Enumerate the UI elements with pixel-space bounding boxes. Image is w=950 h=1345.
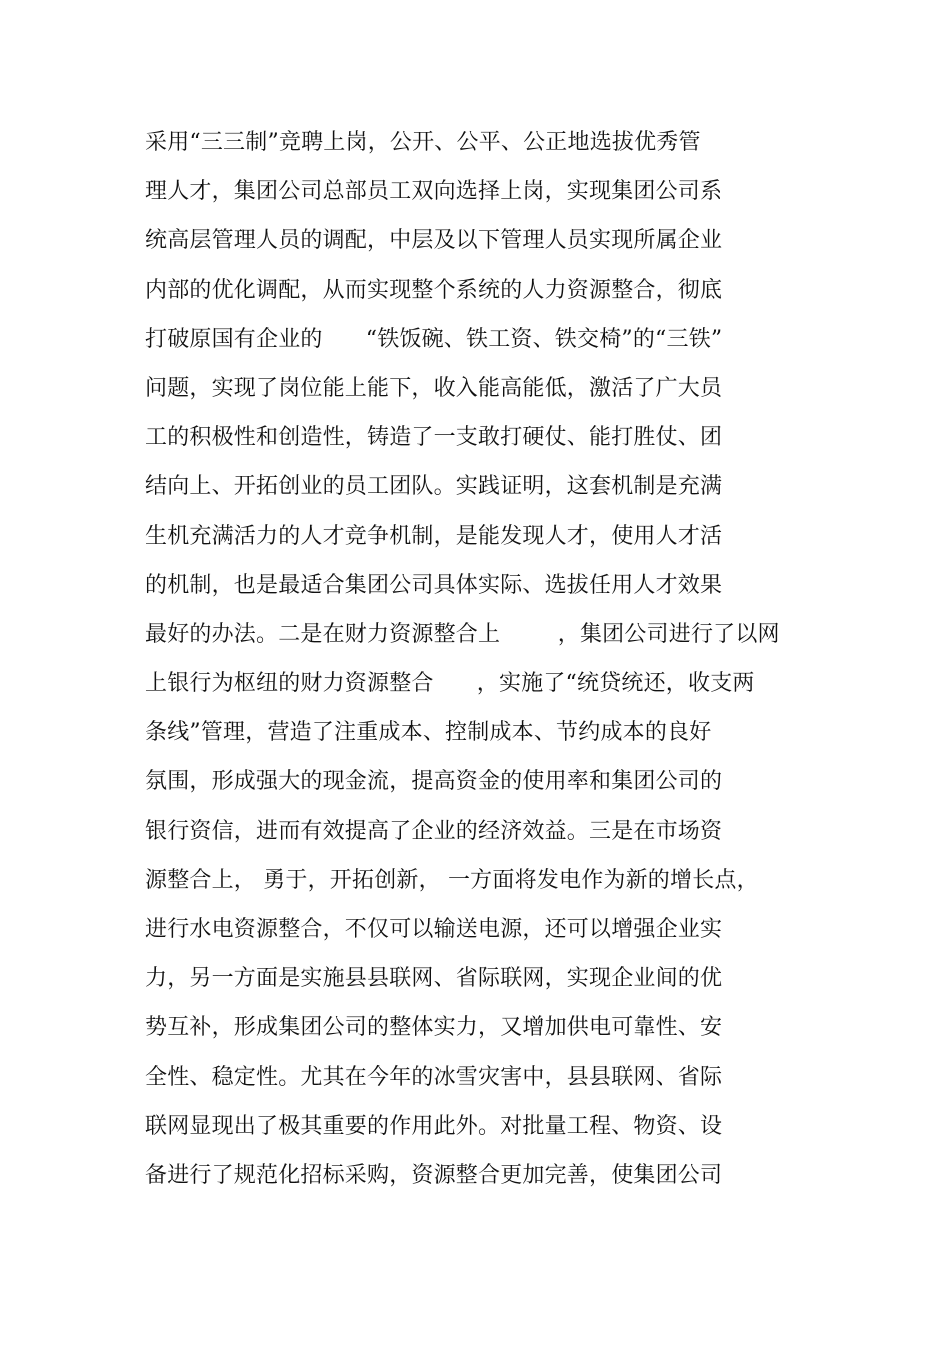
text-line: 生机充满活力的人才竞争机制，是能发现人才，使用人才活	[145, 523, 723, 549]
text-line: 工的积极性和创造性，铸造了一支敢打硬仗、能打胜仗、团	[145, 425, 723, 451]
body-text	[145, 123, 805, 1205]
text-line: 条线”管理，营造了注重成本、控制成本、节约成本的良好	[145, 720, 712, 746]
text-line: 力，另一方面是实施县县联网、省际联网，实现企业间的优	[145, 966, 723, 992]
text-line: 进行水电资源整合，不仅可以输送电源，还可以增强企业实	[145, 917, 723, 942]
text-line: 银行资信，进而有效提高了企业的经济效益。三是在市场资	[145, 818, 723, 844]
text-line: 的机制，也是最适合集团公司具体实际、选拔任用人才效果	[145, 572, 723, 598]
text-line: 上银行为枢纽的财力资源整合 ，实施了“统贷统还，收支两	[145, 671, 755, 697]
text-line: 统高层管理人员的调配，中层及以下管理人员实现所属企业	[145, 228, 723, 254]
text-line: 打破原国有企业的 “铁饭碗、铁工资、铁交椅”的“三铁”	[145, 326, 723, 352]
text-line: 最好的办法。二是在财力资源整合上 ，集团公司进行了以网	[145, 621, 780, 647]
text-line: 氛围，形成强大的现金流，提高资金的使用率和集团公司的	[145, 769, 723, 795]
text-line: 内部的优化调配，从而实现整个系统的人力资源整合，彻底	[145, 277, 723, 303]
text-line: 结向上、开拓创业的员工团队。实践证明，这套机制是充满	[145, 474, 723, 500]
text-line: 备进行了规范化招标采购，资源整合更加完善，使集团公司	[145, 1162, 723, 1188]
text-line: 联网显现出了极其重要的作用此外。对批量工程、物资、设	[145, 1113, 723, 1139]
text-line: 全性、稳定性。尤其在今年的冰雪灾害中，县县联网、省际	[145, 1064, 723, 1090]
text-line: 势互补，形成集团公司的整体实力，又增加供电可靠性、安	[145, 1015, 723, 1041]
text-line: 理人才，集团公司总部员工双向选择上岗，实现集团公司系	[145, 179, 723, 205]
text-line: 采用“三三制”竞聘上岗，公开、公平、公正地选拔优秀管	[145, 130, 701, 155]
text-line: 问题，实现了岗位能上能下，收入能高能低，激活了广大员	[145, 375, 723, 401]
text-line: 源整合上， 勇于，开拓创新， 一方面将发电作为新的增长点，	[145, 867, 759, 893]
